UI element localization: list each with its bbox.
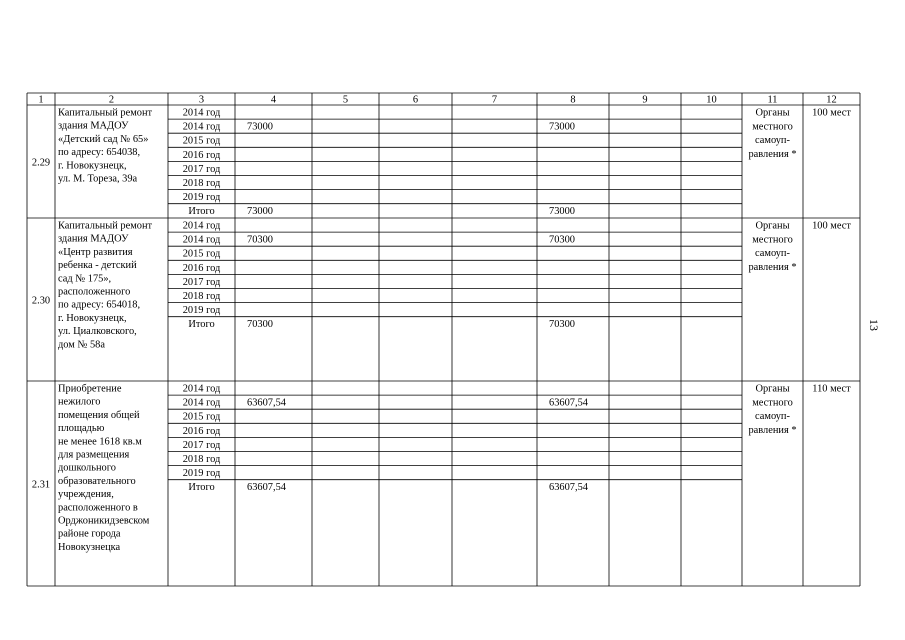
- executor-line: местного: [752, 234, 793, 246]
- year-label: 2014 год: [182, 397, 221, 409]
- item-description-line: ребенка - детский: [58, 260, 137, 272]
- amount-value: 63607,54: [549, 482, 588, 494]
- executor-line: Органы: [755, 383, 790, 395]
- year-label: 2014 год: [182, 220, 221, 232]
- year-label: 2019 год: [182, 468, 221, 480]
- year-label: 2018 год: [182, 454, 221, 465]
- column-header: 10: [706, 94, 717, 106]
- item-description-line: не менее 1618 кв.м: [58, 436, 142, 448]
- column-header: 1: [38, 94, 44, 106]
- table-content: [32, 95, 851, 553]
- item-description-line: расположенного: [58, 286, 131, 298]
- item-description-line: ул. Циалковского,: [58, 326, 137, 338]
- column-header: 7: [491, 94, 498, 106]
- item-description-line: расположенного в: [58, 502, 138, 514]
- executor-line: Органы: [755, 107, 790, 119]
- year-label: 2017 год: [182, 439, 221, 451]
- item-description-line: районе города: [58, 528, 121, 540]
- amount-value: 63607,54: [247, 482, 286, 494]
- item-description-line: учреждения,: [58, 489, 114, 501]
- year-label: 2016 год: [182, 262, 221, 274]
- item-description-line: дом № 58а: [58, 339, 105, 351]
- year-label: 2015 год: [182, 411, 221, 423]
- column-header: 3: [198, 94, 205, 106]
- year-label: 2014 год: [182, 107, 221, 119]
- year-label: 2017 год: [182, 276, 221, 288]
- result-value: 100 мест: [812, 220, 851, 232]
- amount-value: 73000: [247, 121, 273, 133]
- item-description-line: Капитальный ремонт: [58, 107, 153, 119]
- item-description-line: здания МАДОУ: [58, 120, 129, 132]
- year-label: 2014 год: [182, 383, 221, 395]
- year-label: 2019 год: [182, 192, 221, 204]
- year-label: Итого: [188, 482, 215, 494]
- item-number: 2.31: [31, 479, 51, 491]
- item-description-line: нежилого: [58, 396, 101, 408]
- amount-value: 70300: [549, 319, 575, 331]
- executor-line: равления *: [748, 148, 797, 160]
- year-label: 2014 год: [182, 121, 221, 133]
- amount-value: 73000: [549, 206, 575, 218]
- item-description-line: г. Новокузнецк,: [58, 312, 127, 324]
- result-value: 100 мест: [812, 107, 851, 119]
- year-label: 2016 год: [182, 149, 221, 161]
- item-description-line: для размещения: [58, 449, 130, 461]
- executor-line: равления *: [748, 424, 797, 436]
- executor-line: самоуп-: [755, 248, 790, 260]
- executor-line: самоуп-: [755, 135, 790, 147]
- item-description-line: помещения общей: [58, 409, 140, 421]
- item-description-line: «Детский сад № 65»: [58, 133, 149, 145]
- item-description-line: сад № 175»,: [58, 273, 112, 285]
- column-header: 11: [767, 94, 778, 106]
- item-description-line: Приобретение: [58, 383, 122, 395]
- year-label: Итого: [188, 319, 215, 331]
- amount-value: 70300: [549, 234, 575, 246]
- executor-line: самоуп-: [755, 411, 790, 423]
- item-description-line: по адресу: 654018,: [58, 299, 141, 311]
- year-label: 2015 год: [182, 135, 221, 147]
- year-label: 2017 год: [182, 163, 221, 175]
- amount-value: 70300: [247, 319, 273, 331]
- year-label: 2018 год: [182, 291, 221, 302]
- column-header: 5: [342, 94, 349, 106]
- page-number: 13: [867, 319, 881, 331]
- column-header: 6: [412, 94, 419, 106]
- item-description-line: Новокузнецка: [58, 541, 121, 553]
- column-header: 9: [642, 94, 648, 106]
- item-description-line: дошкольного: [58, 462, 116, 474]
- item-description-line: г. Новокузнецк,: [58, 160, 127, 172]
- item-description-line: образовательного: [58, 475, 136, 487]
- amount-value: 63607,54: [549, 397, 588, 409]
- table-grid: [27, 93, 860, 586]
- year-label: 2018 год: [182, 178, 221, 189]
- column-header: 4: [270, 94, 277, 106]
- year-label: 2014 год: [182, 234, 221, 246]
- amount-value: 73000: [247, 206, 273, 218]
- executor-line: Органы: [755, 220, 790, 232]
- item-description-line: по адресу: 654038,: [58, 147, 141, 159]
- year-label: 2015 год: [182, 248, 221, 260]
- amount-value: 70300: [247, 234, 273, 246]
- item-number: 2.30: [31, 295, 51, 307]
- item-description-line: площадью: [58, 423, 105, 435]
- executor-line: равления *: [748, 261, 797, 273]
- amount-value: 63607,54: [247, 397, 286, 409]
- executor-line: местного: [752, 121, 793, 133]
- year-label: 2016 год: [182, 425, 221, 437]
- item-description-line: Капитальный ремонт: [58, 220, 153, 232]
- year-label: Итого: [188, 206, 215, 218]
- item-description-line: «Центр развития: [58, 246, 133, 258]
- year-label: 2019 год: [182, 305, 221, 317]
- item-description-line: Орджоникидзевском: [58, 515, 150, 527]
- column-header: 12: [826, 94, 837, 106]
- result-value: 110 мест: [812, 383, 851, 395]
- amount-value: 73000: [549, 121, 575, 133]
- item-description-line: здания МАДОУ: [58, 233, 129, 245]
- executor-line: местного: [752, 397, 793, 409]
- item-number: 2.29: [31, 157, 51, 169]
- column-header: 8: [570, 94, 576, 106]
- item-description-line: ул. М. Тореза, 39а: [58, 173, 138, 185]
- column-header: 2: [108, 94, 115, 106]
